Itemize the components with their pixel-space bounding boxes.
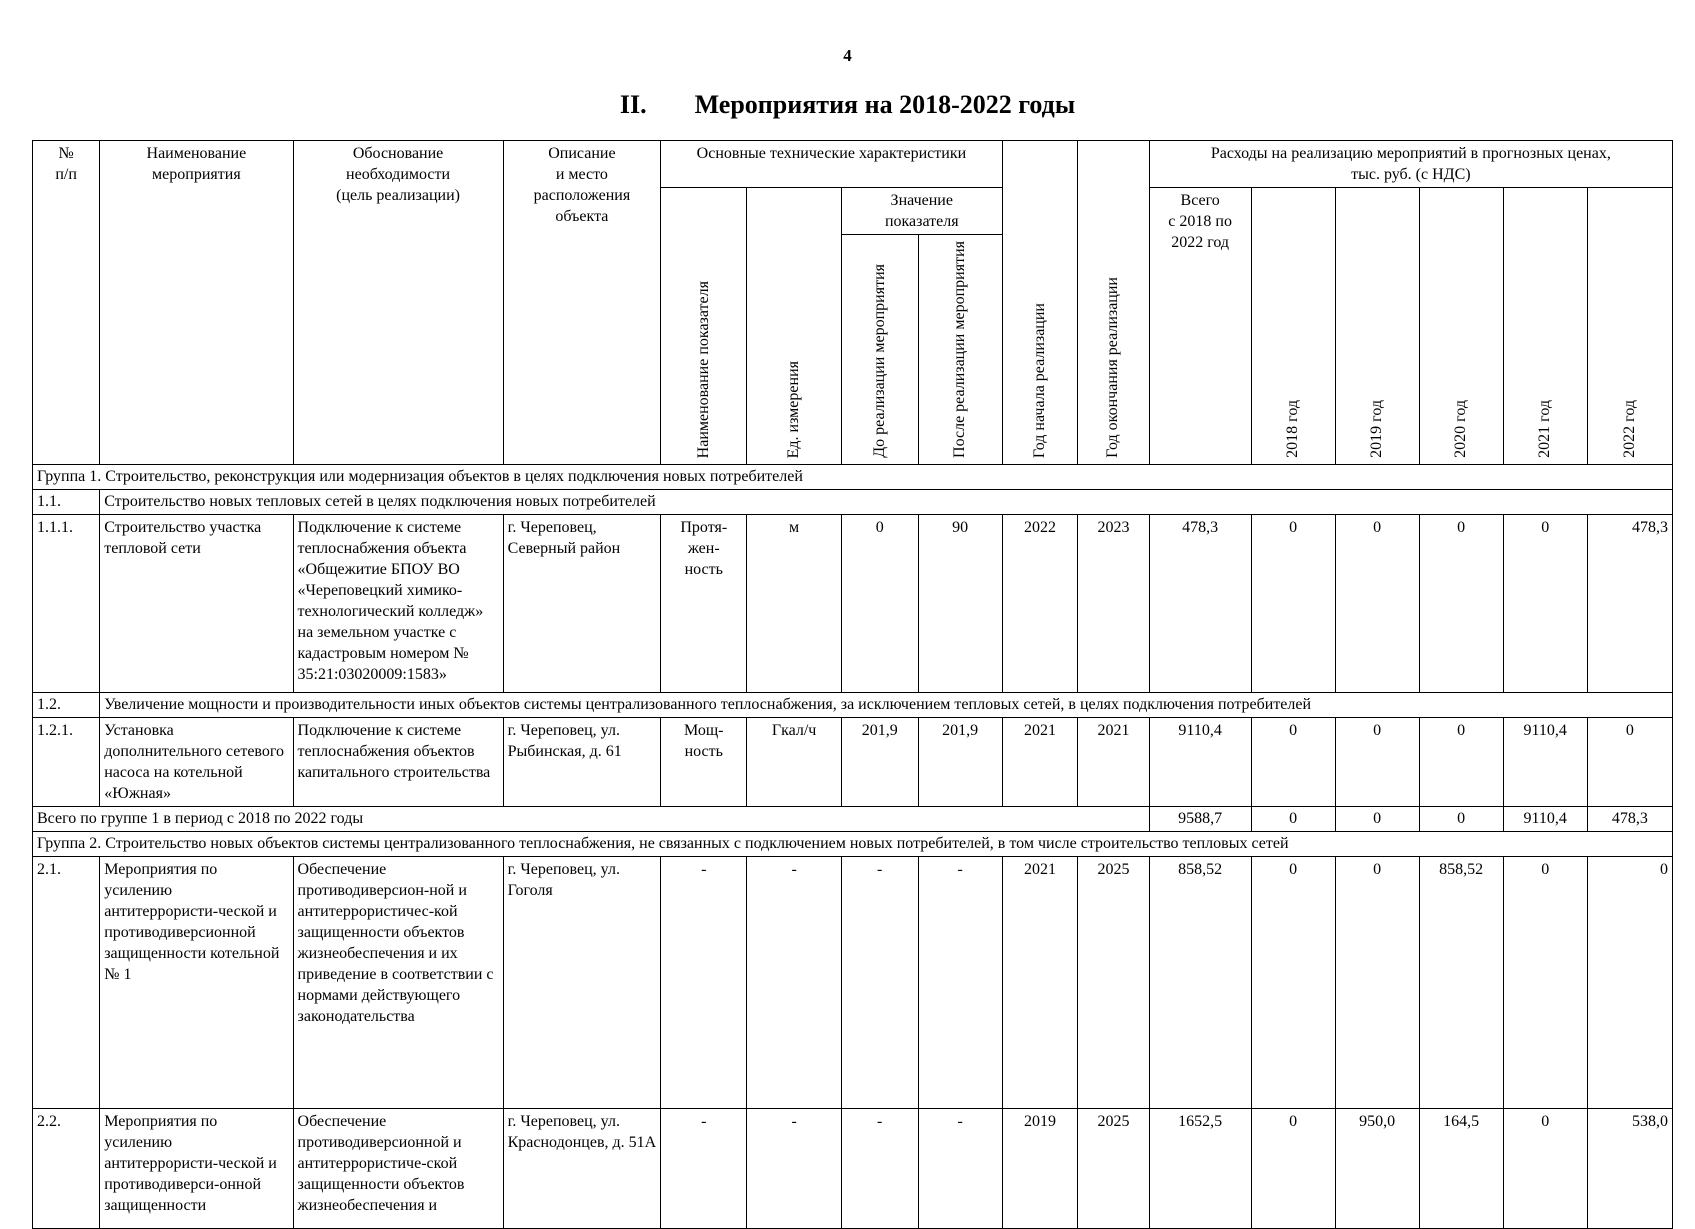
row-before: - xyxy=(841,856,918,1108)
row-year-start: 2021 xyxy=(1002,856,1078,1108)
header-2021: 2021 год xyxy=(1503,188,1587,465)
group-1-total-value: 9588,7 xyxy=(1149,806,1251,831)
header-2018: 2018 год xyxy=(1251,188,1335,465)
group-2-row xyxy=(33,831,1673,856)
row-before: 201,9 xyxy=(841,717,918,806)
row-2019: 0 xyxy=(1335,514,1419,692)
row-year-end: 2025 xyxy=(1078,1108,1149,1228)
section-number: II. xyxy=(619,90,647,119)
row-before: - xyxy=(841,1108,918,1228)
row-2022: 0 xyxy=(1587,856,1672,1108)
header-indicator-value: Значение показателя xyxy=(841,188,1002,235)
row-after: - xyxy=(918,856,1002,1108)
group-1-row xyxy=(33,464,1673,489)
header-justification: Обоснование необходимости (цель реализации) xyxy=(293,141,503,465)
table-row xyxy=(33,717,1673,806)
header-description: Описание и место расположения объекта xyxy=(503,141,661,465)
header-2020: 2020 год xyxy=(1419,188,1503,465)
header-2022: 2022 год xyxy=(1587,188,1672,465)
row-year-start: 2021 xyxy=(1002,717,1078,806)
header-costs-group: Расходы на реализацию мероприятий в прогнозных ценах, тыс. руб. (с НДС) xyxy=(1149,141,1672,188)
row-description: г. Череповец, ул. Рыбинская, д. 61 xyxy=(503,717,661,806)
row-description: г. Череповец, Северный район xyxy=(503,514,661,692)
row-2022: 0 xyxy=(1587,717,1672,806)
group-1-total-label: Всего по группе 1 в период с 2018 по 2022 годы xyxy=(33,806,1150,831)
table-row xyxy=(33,856,1673,1108)
row-indicator: Протя- жен- ность xyxy=(661,514,747,692)
group-1-title: Группа 1. Строительство, реконструкция или модернизация объектов в целях подключения новых потребителей xyxy=(33,464,1673,489)
row-after: - xyxy=(918,1108,1002,1228)
row-2018: 0 xyxy=(1251,514,1335,692)
row-after: 201,9 xyxy=(918,717,1002,806)
row-before: 0 xyxy=(841,514,918,692)
row-unit: м xyxy=(747,514,842,692)
row-name: Мероприятия по усилению антитеррористи-ческой и противодиверси-онной защищенности xyxy=(100,1108,293,1228)
header-after: После реализации мероприятия xyxy=(918,235,1002,465)
row-num: 2.2. xyxy=(33,1108,100,1228)
row-name: Установка дополнительного сетевого насоса на котельной «Южная» xyxy=(100,717,293,806)
row-justification: Подключение к системе теплоснабжения объектов капитального строительства xyxy=(293,717,503,806)
row-2020: 0 xyxy=(1419,717,1503,806)
row-year-end: 2023 xyxy=(1078,514,1149,692)
row-2021: 0 xyxy=(1503,1108,1587,1228)
subgroup-1-1-row xyxy=(33,489,1673,514)
row-unit: Гкал/ч xyxy=(747,717,842,806)
row-unit: - xyxy=(747,1108,842,1228)
row-justification: Обеспечение противодиверсион-ной и антитеррористичес-кой защищенности объектов жизнеобеспечения и их приведение в соответствии с нормами действующего законодательства xyxy=(293,856,503,1108)
row-num: 2.1. xyxy=(33,856,100,1108)
header-tech-group: Основные технические характеристики xyxy=(661,141,1002,188)
header-total: Всего с 2018 по 2022 год xyxy=(1149,188,1251,465)
row-2018: 0 xyxy=(1251,856,1335,1108)
subgroup-1-2-num: 1.2. xyxy=(33,692,100,717)
header-year-end: Год окончания реализации xyxy=(1078,141,1149,465)
header-name: Наименование мероприятия xyxy=(100,141,293,465)
row-justification: Подключение к системе теплоснабжения объекта «Общежитие БПОУ ВО «Череповецкий химико-технологический колледж» на земельном участке с кадастровым номером № 35:21:03020009:1583» xyxy=(293,514,503,692)
group-1-total-row xyxy=(33,806,1673,831)
row-2021: 0 xyxy=(1503,856,1587,1108)
section-title-text: Мероприятия на 2018-2022 годы xyxy=(694,90,1076,119)
subgroup-1-1-title: Строительство новых тепловых сетей в целях подключения новых потребителей xyxy=(100,489,1673,514)
table-row xyxy=(33,1108,1673,1228)
row-total: 478,3 xyxy=(1149,514,1251,692)
header-unit: Ед. измерения xyxy=(747,188,842,465)
row-name: Строительство участка тепловой сети xyxy=(100,514,293,692)
row-description: г. Череповец, ул. Гоголя xyxy=(503,856,661,1108)
row-num: 1.2.1. xyxy=(33,717,100,806)
header-year-start: Год начала реализации xyxy=(1002,141,1078,465)
row-indicator: Мощ- ность xyxy=(661,717,747,806)
row-2021: 0 xyxy=(1503,514,1587,692)
group-1-total-2019: 0 xyxy=(1335,806,1419,831)
row-2019: 950,0 xyxy=(1335,1108,1419,1228)
row-unit: - xyxy=(747,856,842,1108)
row-2018: 0 xyxy=(1251,717,1335,806)
row-2020: 0 xyxy=(1419,514,1503,692)
row-indicator: - xyxy=(661,1108,747,1228)
group-1-total-2018: 0 xyxy=(1251,806,1335,831)
row-total: 9110,4 xyxy=(1149,717,1251,806)
row-2019: 0 xyxy=(1335,856,1419,1108)
group-1-total-2021: 9110,4 xyxy=(1503,806,1587,831)
row-description: г. Череповец, ул. Краснодонцев, д. 51А xyxy=(503,1108,661,1228)
row-year-start: 2019 xyxy=(1002,1108,1078,1228)
row-2021: 9110,4 xyxy=(1503,717,1587,806)
subgroup-1-2-row xyxy=(33,692,1673,717)
row-2019: 0 xyxy=(1335,717,1419,806)
row-2020: 858,52 xyxy=(1419,856,1503,1108)
group-1-total-2020: 0 xyxy=(1419,806,1503,831)
header-2019: 2019 год xyxy=(1335,188,1419,465)
row-2022: 478,3 xyxy=(1587,514,1672,692)
row-name: Мероприятия по усилению антитеррористи-ческой и противодиверсионной защищенности котельной № 1 xyxy=(100,856,293,1108)
row-2022: 538,0 xyxy=(1587,1108,1672,1228)
row-total: 858,52 xyxy=(1149,856,1251,1108)
table-row xyxy=(33,514,1673,692)
subgroup-1-2-title: Увеличение мощности и производительности иных объектов системы централизованного теплоснабжения, за исключением тепловых сетей, в целях подключения потребителей xyxy=(100,692,1673,717)
group-1-total-2022: 478,3 xyxy=(1587,806,1672,831)
group-2-title: Группа 2. Строительство новых объектов системы централизованного теплоснабжения, не связанных с подключением новых потребителей, в том числе строительство тепловых сетей xyxy=(33,831,1673,856)
measures-table xyxy=(32,140,1673,1229)
row-2020: 164,5 xyxy=(1419,1108,1503,1228)
row-indicator: - xyxy=(661,856,747,1108)
row-year-end: 2021 xyxy=(1078,717,1149,806)
section-title xyxy=(0,90,1695,120)
subgroup-1-1-num: 1.1. xyxy=(33,489,100,514)
header-num: № п/п xyxy=(33,141,100,465)
row-justification: Обеспечение противодиверсионной и антитеррористиче-ской защищенности объектов жизнеобеспечения и xyxy=(293,1108,503,1228)
page-number: 4 xyxy=(843,46,852,65)
header-indicator-name: Наименование показателя xyxy=(661,188,747,465)
row-num: 1.1.1. xyxy=(33,514,100,692)
row-year-start: 2022 xyxy=(1002,514,1078,692)
header-before: До реализации мероприятия xyxy=(841,235,918,465)
row-2018: 0 xyxy=(1251,1108,1335,1228)
row-total: 1652,5 xyxy=(1149,1108,1251,1228)
row-year-end: 2025 xyxy=(1078,856,1149,1108)
row-after: 90 xyxy=(918,514,1002,692)
